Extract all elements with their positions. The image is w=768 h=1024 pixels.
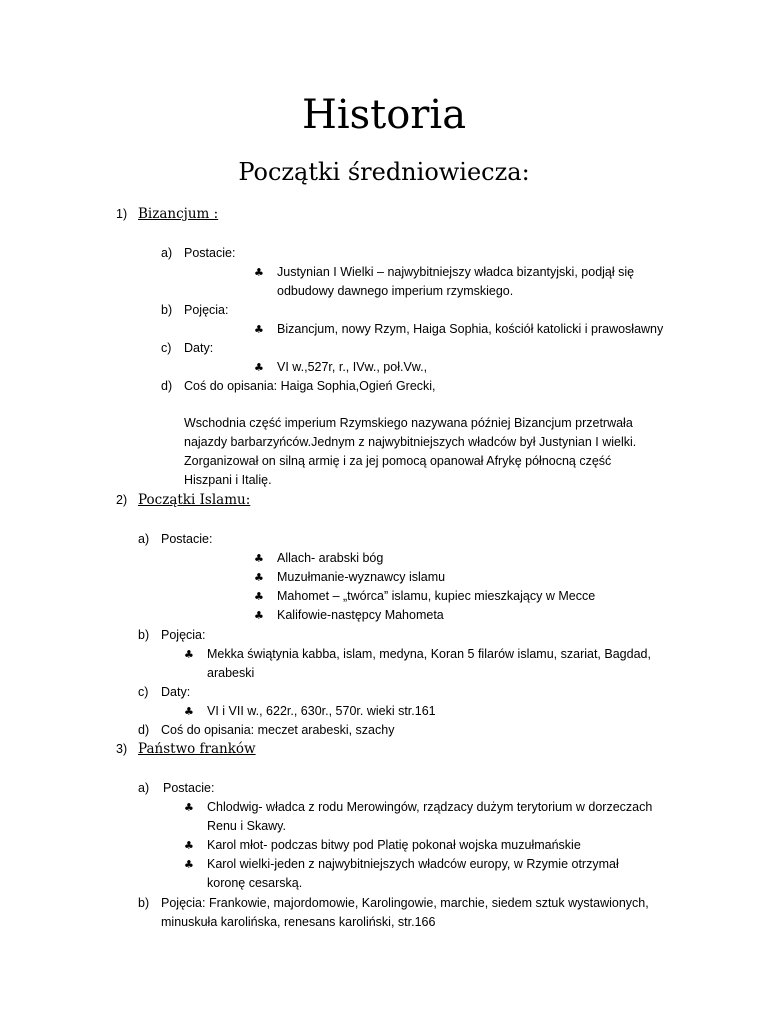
item-label: Pojęcia: Frankowie, majordomowie, Karolingowie, marchie, siedem sztuk wystawionych, xyxy=(161,896,649,910)
item-letter: c) xyxy=(161,341,172,355)
club-bullet-icon: ♣ xyxy=(254,571,264,584)
bullet-text: VI i VII w., 622r., 630r., 570r. wieki str.161 xyxy=(207,704,436,718)
item-letter: a) xyxy=(138,532,150,546)
section-heading-bizancjum: Bizancjum : xyxy=(138,206,219,222)
bullet-text: Muzułmanie-wyznawcy islamu xyxy=(277,570,446,584)
item-label: Pojęcia: xyxy=(161,628,206,642)
bullet-text: Renu i Skawy. xyxy=(207,819,286,833)
club-bullet-icon: ♣ xyxy=(254,266,264,279)
item-label: Coś do opisania: meczet arabeski, szachy xyxy=(161,723,395,737)
item-label: minuskuła karolińska, renesans karoliński, str.166 xyxy=(161,915,436,929)
item-letter: a) xyxy=(138,781,150,795)
item-label: Postacie: xyxy=(161,532,213,546)
item-letter: a) xyxy=(161,246,173,260)
section-heading-islam: Początki Islamu: xyxy=(138,492,251,508)
club-bullet-icon: ♣ xyxy=(184,705,194,718)
section-number: 1) xyxy=(116,207,128,221)
item-letter: d) xyxy=(138,723,150,737)
bullet-text: VI w.,527r, r., IVw., poł.Vw., xyxy=(277,360,428,374)
section-number: 2) xyxy=(116,493,128,507)
item-letter: b) xyxy=(138,628,150,642)
section-heading-frankowie: Państwo franków xyxy=(138,741,256,757)
bullet-text: Bizancjum, nowy Rzym, Haiga Sophia, kościół katolicki i prawosławny xyxy=(277,322,664,336)
bullet-text: odbudowy dawnego imperium rzymskiego. xyxy=(277,284,514,298)
paragraph-line: Zorganizował on silną armię i za jej pomocą opanował Afrykę północną część xyxy=(184,454,612,468)
paragraph-line: najazdy barbarzyńców.Jednym z najwybitniejszych władców był Justynian I wielki. xyxy=(184,435,637,449)
item-label: Daty: xyxy=(161,685,191,699)
item-label: Pojęcia: xyxy=(184,303,229,317)
item-letter: d) xyxy=(161,379,173,393)
bullet-text: Karol młot- podczas bitwy pod Platię pokonał wojska muzułmańskie xyxy=(207,838,581,852)
bullet-text: koronę cesarską. xyxy=(207,876,303,890)
club-bullet-icon: ♣ xyxy=(184,858,194,871)
club-bullet-icon: ♣ xyxy=(254,609,264,622)
item-letter: b) xyxy=(138,896,150,910)
paragraph-line: Wschodnia część imperium Rzymskiego nazywana później Bizancjum przetrwała xyxy=(184,416,633,430)
item-label: Coś do opisania: Haiga Sophia,Ogień Grecki, xyxy=(184,379,436,393)
item-label: Postacie: xyxy=(163,781,215,795)
item-label: Postacie: xyxy=(184,246,236,260)
club-bullet-icon: ♣ xyxy=(184,839,194,852)
page-title: Historia xyxy=(301,92,467,138)
bullet-text: Mekka świątynia kabba, islam, medyna, Koran 5 filarów islamu, szariat, Bagdad, xyxy=(207,647,651,661)
bullet-text: Kalifowie-następcy Mahometa xyxy=(277,608,444,622)
item-letter: c) xyxy=(138,685,149,699)
bullet-text: arabeski xyxy=(207,666,255,680)
club-bullet-icon: ♣ xyxy=(184,801,194,814)
bullet-text: Karol wielki-jeden z najwybitniejszych władców europy, w Rzymie otrzymał xyxy=(207,857,619,871)
club-bullet-icon: ♣ xyxy=(254,552,264,565)
bullet-text: Mahomet – „twórca” islamu, kupiec mieszkający w Mecce xyxy=(277,589,596,603)
item-label: Daty: xyxy=(184,341,214,355)
section-number: 3) xyxy=(116,742,128,756)
bullet-text: Allach- arabski bóg xyxy=(277,551,384,565)
bullet-text: Chlodwig- władca z rodu Merowingów, rządzacy dużym terytorium w dorzeczach xyxy=(207,800,653,814)
page-subtitle: Początki średniowiecza: xyxy=(238,158,530,186)
club-bullet-icon: ♣ xyxy=(254,361,264,374)
club-bullet-icon: ♣ xyxy=(184,648,194,661)
club-bullet-icon: ♣ xyxy=(254,590,264,603)
item-letter: b) xyxy=(161,303,173,317)
paragraph-line: Hiszpani i Italię. xyxy=(184,473,272,487)
bullet-text: Justynian I Wielki – najwybitniejszy władca bizantyjski, podjął się xyxy=(277,265,635,279)
club-bullet-icon: ♣ xyxy=(254,323,264,336)
